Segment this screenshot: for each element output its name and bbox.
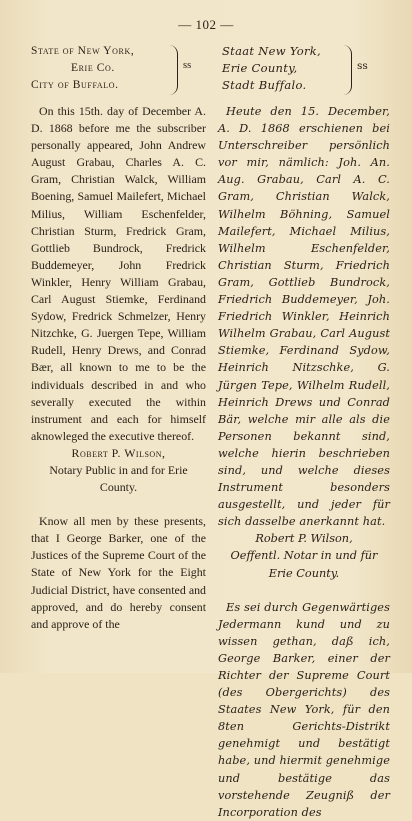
notary-signature-german: [218, 530, 390, 581]
english-column: [31, 43, 206, 633]
notary-name: Robert P. Wilson,: [71, 445, 166, 460]
venue-city-german: Stadt Buffalo.: [222, 78, 307, 92]
venue-city: City of Buffalo.: [31, 79, 119, 91]
acknowledgment-paragraph-english: On this 15th. day of December A. D. 1868 before me the subscriber personally appeared, John Andrew August Grabau, Charles A. C. Gram, Christian Walck, William Boening, Samuel Mailefert, Michael Milius, William Eschenfelder, Christian Sturm, Fredrick Gram, Gottlieb Bundrock, Fredrick Buddemeyer, John Fredrick Winkler, Henry William Grabau, Carl August Stiemke, Ferdinand Sydow, Fredrick Schmelzer, Henry Nitzchke, G. Juergen Tepe, William Rudell, Henry Drews, and Conrad Bær, all known to me to be the individuals described in and who severally executed the within instrument and each for himself aknowleged the executive thereof.: [31, 104, 206, 443]
acknowledgment-paragraph-german: Heute den 15. December, A. D. 1868 erschienen bei Unterschreiber persönlich vor mir, nämlich: Joh. An. Aug. Grabau, Carl A. C. Gram, Christian Walck, Wilhelm Böhning, Samuel Mailefert, Michael Milius, Wilhelm Eschenfelder, Christian Sturm, Friedrich Gram, Gottlieb Bundrock, Friedrich Buddemeyer, Joh. Friedrich Winkler, Heinrich Wilhelm Grabau, Carl August Stiemke, Ferdinand Sydow, Heinrich Nitzschke, G. Jürgen Tepe, Wilhelm Rudell, Heinrich Drews und Conrad Bär, welche mir alle als die Personen bekannt sind, welche hierin beschrieben sind, und welche dieses Instrument besonders ausgestellt, und jeder für sich dasselbe anerkannt hat.: [218, 105, 390, 529]
venue-ss: ss: [183, 60, 192, 71]
venue-ss-german: ss: [357, 60, 368, 72]
approval-paragraph-german: Es sei durch Gegenwärtiges Jedermann kund und zu wissen gethan, daß ich, George Barker, einer der Richter der Supreme Court (des Obergerichts) des Staates New York, für den 8ten Gerichts-Distrikt genehmigt und bestätigt habe, und hiermit genehmige und bestätige das vorstehende Zeugniß der Incorporation des: [218, 600, 391, 819]
notary-title: Notary Public in and for Erie County.: [49, 462, 188, 495]
venue-caption-german: [218, 43, 390, 103]
notary-signature-english: [31, 445, 206, 496]
notary-name-german: Robert P. Wilson,: [255, 532, 353, 546]
venue-county-german: Erie County,: [222, 61, 298, 75]
venue-state-german: Staat New York,: [222, 44, 321, 58]
venue-caption-english: [31, 43, 206, 103]
german-column: [218, 43, 390, 821]
venue-state: State of New York,: [31, 45, 135, 57]
notary-title-german: Oeffentl. Notar in und für Erie County.: [230, 549, 378, 580]
page-number: — 102 —: [178, 17, 234, 32]
venue-brace-german: [343, 45, 352, 95]
venue-county: Erie Co.: [71, 62, 115, 74]
approval-paragraph-english: Know all men by these presents, that I George Barker, one of the Justices of the Supreme Court of the State of New York for the Eight Judicial District, have consented and approved, and do hereby consent and approve of the: [31, 514, 206, 631]
venue-brace: [169, 45, 178, 95]
